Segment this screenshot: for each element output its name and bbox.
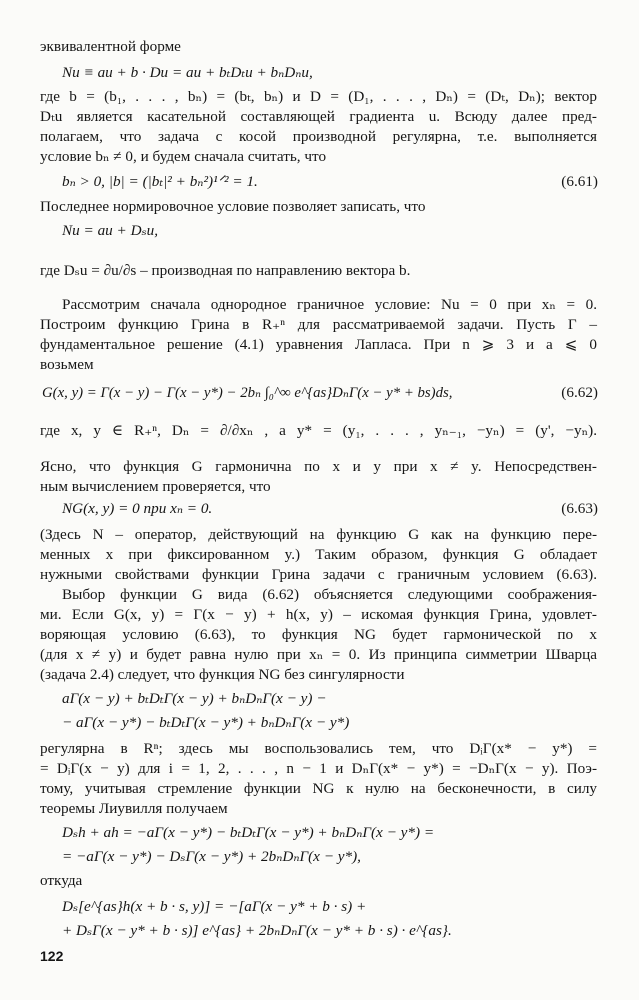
text-line: Dₜu является касательной составляющей градиента u. Всюду далее пред- [40,108,597,125]
text-line: (задача 2.4) следует, что функция NG без сингулярности [40,666,405,683]
text-line: нужными свойствами функции Грина задачи с граничным условием (6.63). [40,566,597,583]
equation: + DₛΓ(x − y* + b · s)] e^{as} + 2bₙDₙΓ(x − y* + b · s) · e^{as}. [62,922,452,939]
text-line: (Здесь N – оператор, действующий на функцию G как на функцию пере- [40,526,597,543]
text-line: Построим функцию Грина в R₊ⁿ для рассматриваемой задачи. Пусть Γ – [40,316,597,333]
text-line: возьмем [40,356,94,373]
equation: − aΓ(x − y*) − bₜDₜΓ(x − y*) + bₙDₙΓ(x − y*) [62,714,350,731]
text-line: тому, учитывая стремление функции NG к нулю на бесконечности, в силу [40,780,597,797]
equation: = −aΓ(x − y*) − DₛΓ(x − y*) + 2bₙDₙΓ(x − y*), [62,848,361,865]
text-line: = DᵢΓ(x − y) для i = 1, 2, . . . , n − 1 и DₙΓ(x* − y*) = −DₙΓ(x − y). Поэ- [40,760,597,777]
equation: Dₛ[e^{as}h(x + b · s, y)] = −[aΓ(x − y* + b · s) + [62,898,367,915]
text-line: теоремы Лиувилля получаем [40,800,228,817]
equation-number: (6.61) [561,173,598,190]
page-number: 122 [40,948,64,964]
equation-number: (6.63) [561,500,598,517]
text-line: воряющая условию (6.63), то функция NG будет гармонической по x [40,626,597,643]
equation: aΓ(x − y) + bₜDₜΓ(x − y) + bₙDₙΓ(x − y) − [62,690,327,707]
text-line: (для x ≠ y) и будет равна нулю при xₙ = 0. Из принципа симметрии Шварца [40,646,597,663]
equation: Nu ≡ au + b · Du = au + bₜDₜu + bₙDₙu, [62,64,313,81]
text-line: фундаментальное решение (4.1) уравнения Лапласа. При n ⩾ 3 и a ⩽ 0 [40,336,597,353]
text-line: Выбор функции G вида (6.62) объясняется следующими соображения- [62,586,597,603]
text-line: где b = (b₁, . . . , bₙ) = (bₜ, bₙ) и D = (D₁, . . . , Dₙ) = (Dₜ, Dₙ); вектор [40,88,597,105]
text-line: полагаем, что задача с косой производной регулярна, т.е. выполняется [40,128,597,145]
text-line: условие bₙ ≠ 0, и будем сначала считать, что [40,148,327,165]
equation: Dₛh + ah = −aΓ(x − y*) − bₜDₜΓ(x − y*) + bₙDₙΓ(x − y*) = [62,824,435,841]
text-line: откуда [40,872,83,889]
equation: NG(x, y) = 0 при xₙ = 0. [62,500,213,517]
text-line: ным вычислением проверяется, что [40,478,271,495]
equation: G(x, y) = Γ(x − y) − Γ(x − y*) − 2bₙ ∫₀^∞ e^{as}DₙΓ(x − y* + bs)ds, [42,385,453,401]
text-line: ми. Если G(x, y) = Γ(x − y) + h(x, y) – искомая функция Грина, удовлет- [40,606,597,623]
equation-number: (6.62) [561,384,598,401]
text-line: Последнее нормировочное условие позволяет записать, что [40,198,426,215]
equation: Nu = au + Dₛu, [62,222,159,239]
text-line: Рассмотрим сначала однородное граничное условие: Nu = 0 при xₙ = 0. [62,296,597,313]
text-line: где x, y ∈ R₊ⁿ, Dₙ = ∂/∂xₙ , а y* = (y₁, . . . , yₙ₋₁, −yₙ) = (y', −yₙ). [40,422,597,439]
text-line: эквивалентной форме [40,38,181,55]
text-line: менных x при фиксированном y.) Таким образом, функция G обладает [40,546,597,563]
text-line: регулярна в Rⁿ; здесь мы воспользовались тем, что DᵢΓ(x* − y*) = [40,740,597,757]
text-line: где Dₛu = ∂u/∂s – производная по направлению вектора b. [40,262,411,279]
equation: bₙ > 0, |b| = (|bₜ|² + bₙ²)¹ᐟ² = 1. [62,173,258,190]
text-line: Ясно, что функция G гармонична по x и y при x ≠ y. Непосредствен- [40,458,597,475]
